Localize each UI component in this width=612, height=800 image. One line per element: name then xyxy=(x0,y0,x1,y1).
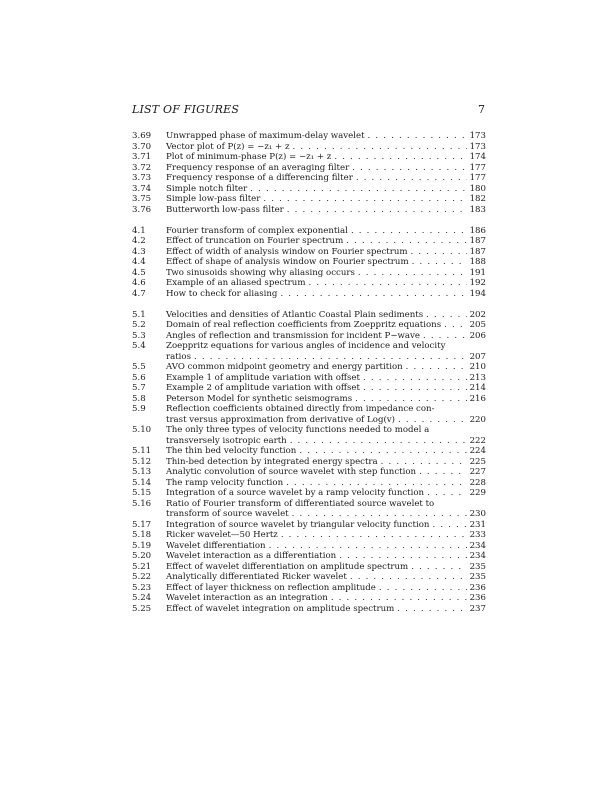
header-page-number: 7 xyxy=(478,103,485,116)
figure-number: 5.15 xyxy=(132,488,152,498)
figure-page-number: 188 xyxy=(469,257,486,267)
dot-leader xyxy=(334,152,466,163)
figure-page-number: 173 xyxy=(469,131,486,141)
figure-entry xyxy=(132,341,486,362)
figure-number: 5.14 xyxy=(132,477,152,488)
figure-caption xyxy=(166,562,486,573)
caption-last-line xyxy=(166,572,486,583)
dot-leader xyxy=(269,541,467,552)
figure-entry xyxy=(132,320,486,331)
figure-entry xyxy=(132,236,486,247)
header-title: LIST OF FIGURES xyxy=(132,103,240,116)
figure-number: 5.5 xyxy=(132,362,146,372)
figure-entry xyxy=(132,310,486,321)
figure-entry xyxy=(132,478,486,489)
caption-line: The only three types of velocity functions needed to model a xyxy=(166,425,430,435)
figure-number: 3.76 xyxy=(132,204,152,215)
caption-last-line xyxy=(166,383,486,394)
figure-entry xyxy=(132,572,486,583)
figure-page-number: 191 xyxy=(469,267,486,278)
figure-entry xyxy=(132,152,486,163)
caption-text: Wavelet interaction as a differentiation xyxy=(166,551,337,561)
figure-number: 5.6 xyxy=(132,372,146,383)
figure-entry xyxy=(132,593,486,604)
dot-leader xyxy=(419,467,467,478)
figure-caption xyxy=(166,572,486,583)
figure-caption xyxy=(166,310,486,321)
dot-leader xyxy=(397,604,466,615)
figure-entry xyxy=(132,467,486,478)
caption-last-line xyxy=(166,446,486,457)
figure-caption xyxy=(166,184,486,195)
caption-last-line xyxy=(166,131,486,142)
figure-page-number: 207 xyxy=(469,351,486,362)
figure-number: 4.5 xyxy=(132,267,146,278)
dot-leader xyxy=(194,352,467,363)
dot-leader xyxy=(423,331,467,342)
caption-text: transform of source wavelet xyxy=(166,509,289,519)
dot-leader xyxy=(363,383,467,394)
figure-caption xyxy=(166,583,486,594)
figure-caption xyxy=(166,467,486,478)
figure-caption xyxy=(166,488,486,499)
caption-text: Effect of shape of analysis window on Fourier spectrum xyxy=(166,257,409,267)
figure-page-number: 233 xyxy=(469,530,486,540)
figure-number: 3.75 xyxy=(132,194,152,204)
caption-text: The thin bed velocity function xyxy=(166,446,297,456)
figure-page-number: 187 xyxy=(469,246,486,257)
dot-leader xyxy=(346,236,466,247)
figure-page-number: 234 xyxy=(469,540,486,551)
caption-text: Domain of real reflection coefficients from Zoeppritz equations xyxy=(166,320,442,330)
dot-leader xyxy=(406,362,467,373)
figure-number: 4.7 xyxy=(132,288,146,299)
dot-leader xyxy=(355,394,466,405)
figure-page-number: 237 xyxy=(469,603,486,614)
caption-last-line xyxy=(166,604,486,615)
figure-page-number: 216 xyxy=(469,393,486,404)
figure-number: 5.24 xyxy=(132,593,152,603)
figure-number: 5.4 xyxy=(132,341,146,351)
figure-caption xyxy=(166,383,486,394)
figure-page-number: 222 xyxy=(469,435,486,446)
caption-last-line xyxy=(166,331,486,342)
figure-entry xyxy=(132,488,486,499)
caption-text: Two sinusoids showing why aliasing occurs xyxy=(166,267,355,278)
figure-number: 5.20 xyxy=(132,551,152,561)
dot-leader xyxy=(379,583,467,594)
figure-entry xyxy=(132,163,486,174)
figure-caption xyxy=(166,551,486,562)
dot-leader xyxy=(293,142,467,153)
figure-page-number: 210 xyxy=(469,362,486,372)
caption-text: Frequency response of a differencing filter xyxy=(166,173,353,183)
caption-text: How to check for aliasing xyxy=(166,288,278,299)
figure-caption xyxy=(166,236,486,247)
figure-caption xyxy=(166,194,486,205)
dot-leader xyxy=(299,446,466,457)
figure-entry xyxy=(132,142,486,153)
figure-entry xyxy=(132,257,486,268)
caption-text: Analytic convolution of source wavelet with step function xyxy=(166,467,417,477)
caption-text: Example 1 of amplitude variation with offset xyxy=(166,372,360,383)
figure-number: 5.22 xyxy=(132,572,152,582)
dot-leader xyxy=(287,205,467,216)
dot-leader xyxy=(286,478,466,489)
dot-leader xyxy=(331,593,467,604)
figure-page-number: 220 xyxy=(469,414,486,425)
figure-entry xyxy=(132,362,486,373)
figure-number: 5.19 xyxy=(132,540,152,551)
figure-entry xyxy=(132,520,486,531)
figure-page-number: 230 xyxy=(469,509,486,519)
figure-page-number: 213 xyxy=(469,372,486,383)
dot-leader xyxy=(368,131,467,142)
caption-last-line xyxy=(166,289,486,300)
figure-entry xyxy=(132,404,486,425)
figure-entry xyxy=(132,530,486,541)
figure-page-number: 192 xyxy=(469,278,486,288)
caption-last-line xyxy=(166,184,486,195)
figure-entry xyxy=(132,457,486,468)
figure-entry xyxy=(132,226,486,237)
figure-page-number: 236 xyxy=(469,582,486,593)
figure-entry xyxy=(132,383,486,394)
dot-leader xyxy=(350,572,467,583)
figure-group-3 xyxy=(132,310,486,615)
figure-page-number: 234 xyxy=(469,551,486,561)
figure-number: 5.7 xyxy=(132,383,146,393)
figure-number: 4.3 xyxy=(132,246,146,257)
caption-last-line xyxy=(166,152,486,163)
caption-last-line xyxy=(166,236,486,247)
caption-last-line xyxy=(166,562,486,573)
figure-number: 5.25 xyxy=(132,603,152,614)
figure-number: 3.74 xyxy=(132,183,152,194)
dot-leader xyxy=(432,520,466,531)
caption-text: Frequency response of an averaging filter xyxy=(166,162,350,173)
dot-leader xyxy=(381,457,467,468)
figure-number: 5.18 xyxy=(132,530,152,540)
figure-entry xyxy=(132,131,486,142)
running-header xyxy=(0,103,612,119)
dot-leader xyxy=(444,320,466,331)
figure-caption xyxy=(166,530,486,541)
figure-caption xyxy=(166,362,486,373)
caption-text: Velocities and densities of Atlantic Coastal Plain sediments xyxy=(166,309,424,320)
figure-page-number: 231 xyxy=(469,519,486,530)
caption-last-line xyxy=(166,352,486,363)
figure-page-number: 173 xyxy=(469,141,486,152)
figure-caption xyxy=(166,268,486,279)
dot-leader xyxy=(250,184,466,195)
figure-entry xyxy=(132,583,486,594)
figure-number: 5.2 xyxy=(132,320,146,330)
caption-last-line xyxy=(166,268,486,279)
figure-page-number: 224 xyxy=(469,446,486,456)
figure-caption xyxy=(166,373,486,384)
caption-text: Effect of layer thickness on reflection amplitude xyxy=(166,582,376,593)
caption-last-line xyxy=(166,373,486,384)
figure-caption xyxy=(166,593,486,604)
figure-page-number: 214 xyxy=(469,383,486,393)
caption-last-line xyxy=(166,509,486,520)
figure-caption xyxy=(166,425,486,446)
caption-text: Simple notch filter xyxy=(166,183,248,194)
figure-number: 5.10 xyxy=(132,425,152,435)
figure-page-number: 235 xyxy=(469,561,486,572)
figure-page-number: 225 xyxy=(469,456,486,467)
figure-number: 3.69 xyxy=(132,131,152,141)
caption-last-line xyxy=(166,257,486,268)
figure-entry xyxy=(132,205,486,216)
figure-group-1 xyxy=(132,131,486,215)
figure-entry xyxy=(132,247,486,258)
caption-text: ratios xyxy=(166,351,192,362)
caption-text: Peterson Model for synthetic seismograms xyxy=(166,393,353,404)
caption-text: Simple low-pass filter xyxy=(166,194,261,204)
figure-page-number: 236 xyxy=(469,593,486,603)
caption-text: The ramp velocity function xyxy=(166,477,284,488)
caption-text: Analytically differentiated Ricker wavelet xyxy=(166,572,347,582)
caption-line: Reflection coefficients obtained directly from impedance con- xyxy=(166,404,435,414)
caption-last-line xyxy=(166,394,486,405)
figure-number: 5.9 xyxy=(132,404,146,414)
figure-entry xyxy=(132,446,486,457)
caption-last-line xyxy=(166,467,486,478)
figure-entry xyxy=(132,425,486,446)
caption-last-line xyxy=(166,194,486,205)
caption-text: Butterworth low-pass filter xyxy=(166,204,284,215)
figure-entry xyxy=(132,394,486,405)
figure-entry xyxy=(132,173,486,184)
figure-page-number: 227 xyxy=(469,467,486,477)
caption-text: Angles of reflection and transmission for incident P−wave xyxy=(166,330,420,341)
dot-leader xyxy=(292,509,467,520)
caption-text: Example 2 of amplitude variation with offset xyxy=(166,383,360,393)
dot-leader xyxy=(427,488,467,499)
figure-number: 5.11 xyxy=(132,446,152,456)
figure-caption xyxy=(166,131,486,142)
caption-text: Effect of wavelet integration on amplitude spectrum xyxy=(166,603,395,614)
figure-number: 5.8 xyxy=(132,393,146,404)
figure-caption xyxy=(166,226,486,237)
caption-text: Effect of wavelet differentiation on amplitude spectrum xyxy=(166,561,409,572)
caption-text: Integration of a source wavelet by a ramp velocity function xyxy=(166,488,425,498)
caption-last-line xyxy=(166,226,486,237)
dot-leader xyxy=(426,310,466,321)
figure-caption xyxy=(166,152,486,163)
figure-caption xyxy=(166,404,486,425)
figure-page-number: 206 xyxy=(469,330,486,341)
figure-page-number: 228 xyxy=(469,477,486,488)
dot-leader xyxy=(263,194,466,205)
dot-leader xyxy=(308,278,466,289)
caption-last-line xyxy=(166,173,486,184)
figure-page-number: 235 xyxy=(469,572,486,582)
figure-number: 4.2 xyxy=(132,236,146,246)
figure-entry xyxy=(132,278,486,289)
caption-last-line xyxy=(166,142,486,153)
figure-caption xyxy=(166,205,486,216)
figure-entry xyxy=(132,604,486,615)
caption-last-line xyxy=(166,593,486,604)
figure-page-number: 194 xyxy=(469,288,486,299)
figure-page-number: 229 xyxy=(469,488,486,498)
figure-page-number: 182 xyxy=(469,194,486,204)
figure-entry xyxy=(132,268,486,279)
dot-leader xyxy=(411,247,467,258)
figure-group-2 xyxy=(132,226,486,300)
caption-last-line xyxy=(166,530,486,541)
figure-entry xyxy=(132,562,486,573)
figure-caption xyxy=(166,478,486,489)
figure-number: 5.12 xyxy=(132,456,152,467)
figure-entry xyxy=(132,551,486,562)
caption-text: Effect of width of analysis window on Fourier spectrum xyxy=(166,246,408,257)
figure-caption xyxy=(166,142,486,153)
caption-last-line xyxy=(166,551,486,562)
caption-last-line xyxy=(166,362,486,373)
figure-number: 5.1 xyxy=(132,309,146,320)
figure-number: 4.1 xyxy=(132,225,146,236)
figure-number: 5.23 xyxy=(132,582,152,593)
figure-number: 5.13 xyxy=(132,467,152,477)
figure-page-number: 183 xyxy=(469,204,486,215)
caption-text: Wavelet differentiation xyxy=(166,540,266,551)
caption-last-line xyxy=(166,310,486,321)
caption-text: AVO common midpoint geometry and energy partition xyxy=(166,362,403,372)
figure-caption xyxy=(166,257,486,268)
caption-last-line xyxy=(166,278,486,289)
dot-leader xyxy=(352,163,466,174)
figure-entry xyxy=(132,541,486,552)
figure-caption xyxy=(166,278,486,289)
caption-last-line xyxy=(166,205,486,216)
caption-text: Effect of truncation on Fourier spectrum xyxy=(166,236,344,246)
caption-text: Thin-bed detection by integrated energy spectra xyxy=(166,456,378,467)
figure-entry xyxy=(132,194,486,205)
caption-text: Fourier transform of complex exponential xyxy=(166,225,348,236)
dot-leader xyxy=(356,173,467,184)
figure-number: 4.4 xyxy=(132,257,146,267)
figure-number: 5.21 xyxy=(132,561,152,572)
caption-text: Ricker wavelet—50 Hertz xyxy=(166,530,278,540)
caption-last-line xyxy=(166,457,486,468)
caption-line: Zoeppritz equations for various angles of incidence and velocity xyxy=(166,341,446,351)
caption-last-line xyxy=(166,520,486,531)
dot-leader xyxy=(398,415,467,426)
caption-line: Ratio of Fourier transform of differentiated source wavelet to xyxy=(166,498,435,509)
figure-entry xyxy=(132,499,486,520)
figure-caption xyxy=(166,331,486,342)
figure-number: 5.17 xyxy=(132,519,152,530)
caption-text: Example of an aliased spectrum xyxy=(166,278,306,288)
figure-caption xyxy=(166,173,486,184)
caption-last-line xyxy=(166,541,486,552)
figure-caption xyxy=(166,520,486,531)
list-of-figures xyxy=(132,131,486,625)
caption-text: Integration of source wavelet by triangular velocity function xyxy=(166,519,430,530)
figure-caption xyxy=(166,541,486,552)
dot-leader xyxy=(363,373,467,384)
figure-page-number: 174 xyxy=(469,152,486,162)
caption-text: trast versus approximation from derivative of Log(v) xyxy=(166,414,396,425)
caption-text: Unwrapped phase of maximum-delay wavelet xyxy=(166,131,365,141)
caption-last-line xyxy=(166,478,486,489)
figure-number: 3.70 xyxy=(132,141,152,152)
figure-caption xyxy=(166,247,486,258)
figure-number: 5.16 xyxy=(132,498,152,509)
dot-leader xyxy=(339,551,466,562)
figure-number: 3.73 xyxy=(132,173,152,183)
figure-caption xyxy=(166,394,486,405)
dot-leader xyxy=(281,530,467,541)
caption-text: Wavelet interaction as an integration xyxy=(166,593,328,603)
figure-entry xyxy=(132,289,486,300)
dot-leader xyxy=(358,268,467,279)
dot-leader xyxy=(290,436,467,447)
figure-entry xyxy=(132,373,486,384)
caption-last-line xyxy=(166,415,486,426)
dot-leader xyxy=(412,257,467,268)
caption-last-line xyxy=(166,163,486,174)
caption-text: Plot of minimum-phase P(z) = −z₁ + z xyxy=(166,152,332,162)
dot-leader xyxy=(411,562,466,573)
figure-page-number: 177 xyxy=(469,162,486,173)
figure-page-number: 205 xyxy=(469,320,486,330)
figure-caption xyxy=(166,499,486,520)
figure-caption xyxy=(166,604,486,615)
figure-page-number: 202 xyxy=(469,309,486,320)
caption-text: transversely isotropic earth xyxy=(166,435,287,446)
caption-last-line xyxy=(166,247,486,258)
figure-entry xyxy=(132,331,486,342)
figure-caption xyxy=(166,163,486,174)
figure-caption xyxy=(166,289,486,300)
caption-last-line xyxy=(166,583,486,594)
figure-page-number: 186 xyxy=(469,225,486,236)
caption-text: Vector plot of P(z) = −z₁ + z xyxy=(166,141,290,152)
figure-caption xyxy=(166,320,486,331)
caption-last-line xyxy=(166,320,486,331)
dot-leader xyxy=(351,226,467,237)
figure-caption xyxy=(166,341,486,362)
figure-number: 4.6 xyxy=(132,278,146,288)
figure-entry xyxy=(132,184,486,195)
dot-leader xyxy=(280,289,466,300)
caption-last-line xyxy=(166,488,486,499)
figure-caption xyxy=(166,446,486,457)
figure-page-number: 187 xyxy=(469,236,486,246)
figure-caption xyxy=(166,457,486,468)
figure-page-number: 180 xyxy=(469,183,486,194)
figure-page-number: 177 xyxy=(469,173,486,183)
figure-number: 3.71 xyxy=(132,152,152,162)
caption-last-line xyxy=(166,436,486,447)
figure-number: 5.3 xyxy=(132,330,146,341)
figure-number: 3.72 xyxy=(132,162,152,173)
